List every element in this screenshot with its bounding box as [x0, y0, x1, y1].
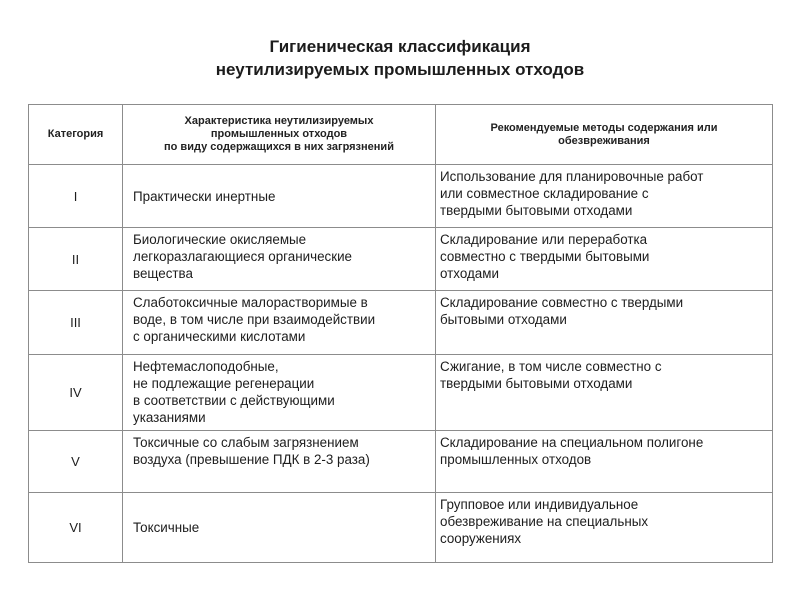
description-line: легкоразлагающиеся органические: [133, 249, 352, 264]
table-row: [29, 431, 773, 493]
description-line: Практически инертные: [133, 188, 276, 204]
method-cell: [436, 291, 773, 355]
table-row: [29, 228, 773, 291]
description-line: воде, в том числе при взаимодействии: [133, 312, 376, 327]
description-line: Токсичные: [133, 520, 200, 535]
header-characteristic-line: по виду содержащихся в них загрязнений: [164, 141, 394, 153]
table-row: [29, 493, 773, 563]
method-line: сооружениях: [440, 531, 522, 546]
description-line: указаниями: [133, 410, 206, 425]
header-characteristic-line: промышленных отходов: [210, 128, 348, 140]
method-cell: [436, 165, 773, 228]
method-line: твердыми бытовыми отходами: [440, 376, 633, 391]
header-methods-line: Рекомендуемые методы содержания или: [490, 121, 718, 134]
description-line: в соответствии с действующими: [133, 393, 335, 408]
description-cell: [123, 291, 436, 355]
description-cell: [123, 228, 436, 291]
category-cell: I: [29, 165, 123, 228]
header-characteristic-line: Характеристика неутилизируемых: [184, 115, 374, 127]
table-row: [29, 291, 773, 355]
description-cell: [123, 431, 436, 493]
table-row: [29, 355, 773, 431]
header-category: Категория: [29, 105, 123, 165]
category-cell: VI: [29, 493, 123, 563]
method-line: или совместное складирование с: [440, 186, 649, 201]
title-line-2: неутилизируемых промышленных отходов: [215, 60, 585, 79]
header-row: [29, 105, 773, 165]
method-line: твердыми бытовыми отходами: [440, 203, 633, 218]
header-methods: [436, 105, 773, 165]
method-line: Складирование или переработка: [440, 232, 648, 247]
category-cell: III: [29, 291, 123, 355]
page-title: [0, 35, 800, 81]
method-line: промышленных отходов: [440, 452, 592, 467]
description-line: вещества: [133, 266, 193, 281]
description-cell: [123, 493, 436, 563]
description-line: воздуха (превышение ПДК в 2-3 раза): [133, 452, 370, 467]
method-line: Использование для планировочные работ: [440, 169, 704, 184]
description-line: Нефтемаслоподобные,: [133, 359, 279, 374]
method-line: обезвреживание на специальных: [440, 514, 649, 529]
description-cell: [123, 165, 436, 228]
classification-table: [28, 104, 773, 563]
method-line: бытовыми отходами: [440, 312, 567, 327]
description-cell: [123, 355, 436, 431]
description-line: Токсичные со слабым загрязнением: [133, 435, 359, 450]
category-cell: V: [29, 431, 123, 493]
method-line: отходами: [440, 266, 499, 281]
method-cell: [436, 493, 773, 563]
header-characteristic: [123, 105, 436, 165]
description-line: Слаботоксичные малорастворимые в: [133, 295, 368, 310]
category-cell: IV: [29, 355, 123, 431]
method-line: совместно с твердыми бытовыми: [440, 249, 650, 264]
category-cell: II: [29, 228, 123, 291]
title-line-1: Гигиеническая классификация: [269, 37, 531, 56]
method-line: Групповое или индивидуальное: [440, 497, 639, 512]
method-cell: [436, 431, 773, 493]
description-line: Биологические окисляемые: [133, 232, 307, 247]
method-cell: [436, 355, 773, 431]
header-methods-line: обезвреживания: [558, 134, 650, 147]
description-line: с органическими кислотами: [133, 329, 306, 344]
description-line: не подлежащие регенерации: [133, 376, 315, 391]
method-line: Сжигание, в том числе совместно с: [440, 359, 662, 374]
method-cell: [436, 228, 773, 291]
method-line: Складирование на специальном полигоне: [440, 435, 704, 450]
method-line: Складирование совместно с твердыми: [440, 295, 684, 310]
table-row: [29, 165, 773, 228]
